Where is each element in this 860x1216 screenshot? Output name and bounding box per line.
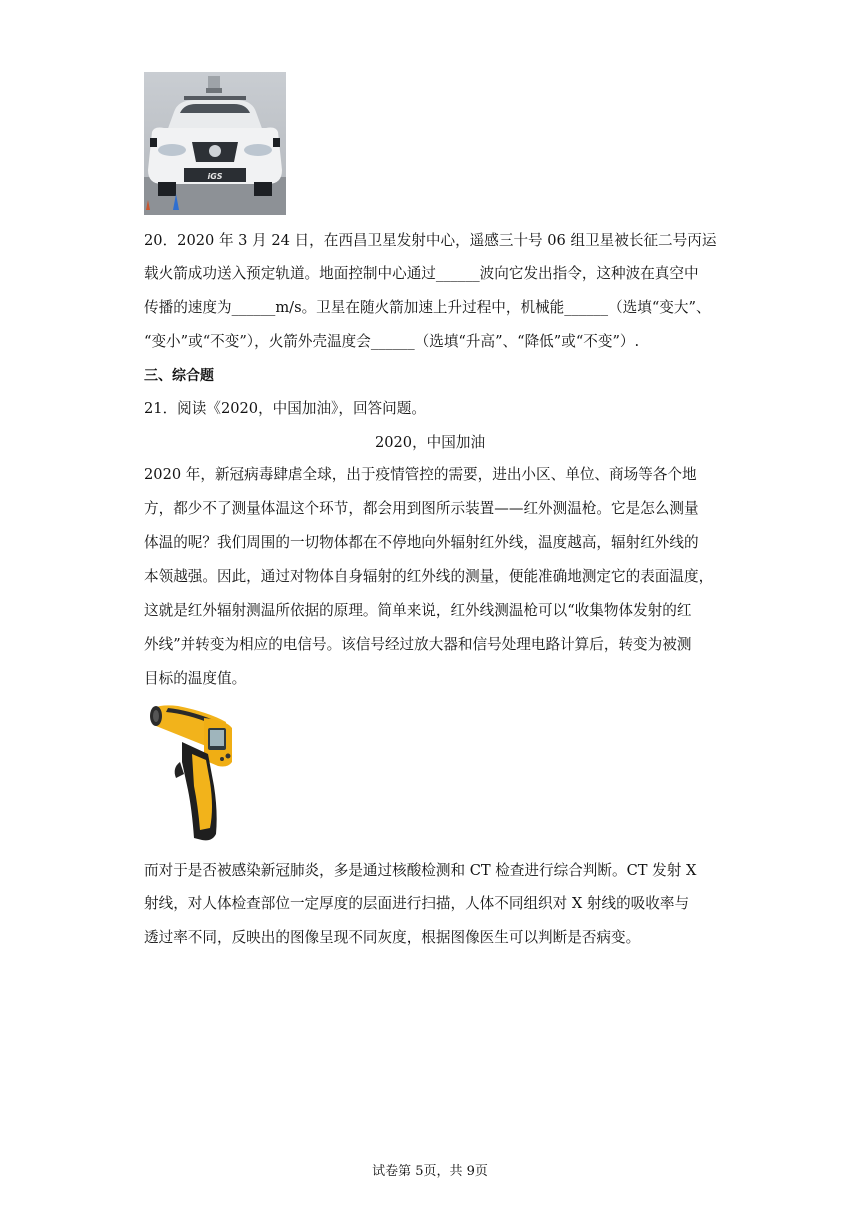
q21-intro: 21．阅读《2020，中国加油》，回答问题。 [144,400,426,417]
article-para1-line: 方，都少不了测量体温这个环节，都会用到图所示装置——红外测温枪。它是怎么测量 [144,500,699,517]
article-para1-line: 本领越强。因此，通过对物体自身辐射的红外线的测量，便能准确地测定它的表面温度， [144,568,714,585]
article-para1-line: 外线”并转变为相应的电信号。该信号经过放大器和信号处理电路计算后，转变为被测 [144,636,692,653]
section-heading: 三、综合题 [144,368,214,384]
article-para2-line: 射线，对人体检查部位一定厚度的层面进行扫描，人体不同组织对 X 射线的吸收率与 [144,895,690,912]
infrared-thermometer-photo [148,702,238,844]
autonomous-car-photo [144,72,286,215]
q20-line-3: 传播的速度为______m/s。卫星在随火箭加速上升过程中，机械能______（选填“变大”、 [144,299,711,316]
article-title: 2020，中国加油 [374,434,486,451]
article-para2-line: 而对于是否被感染新冠肺炎，多是通过核酸检测和 CT 检查进行综合判断。CT 发射 X [144,862,697,879]
q20-line-4: “变小”或“不变”），火箭外壳温度会______（选填“升高”、“降低”或“不变”）. [144,333,640,350]
q20-line-2: 载火箭成功送入预定轨道。地面控制中心通过______波向它发出指令，这种波在真空中 [144,265,699,282]
page-footer: 试卷第 5页，共 9页 [372,1164,488,1179]
article-para1-line: 目标的温度值。 [144,670,247,687]
q20-line-1: 20．2020 年 3 月 24 日，在西昌卫星发射中心，遥感三十号 06 组卫星被长征二号丙运 [144,232,717,249]
article-para1-line: 体温的呢？我们周围的一切物体都在不停地向外辐射红外线，温度越高，辐射红外线的 [144,534,699,551]
article-para1-line: 2020 年，新冠病毒肆虐全球，出于疫情管控的需要，进出小区、单位、商场等各个地 [144,466,697,483]
car-plate-text: iGS [207,172,223,181]
article-para1-line: 这就是红外辐射测温所依据的原理。简单来说，红外线测温枪可以“收集物体发射的红 [144,602,692,619]
article-para2-line: 透过率不同，反映出的图像呈现不同灰度，根据图像医生可以判断是否病变。 [144,929,641,946]
